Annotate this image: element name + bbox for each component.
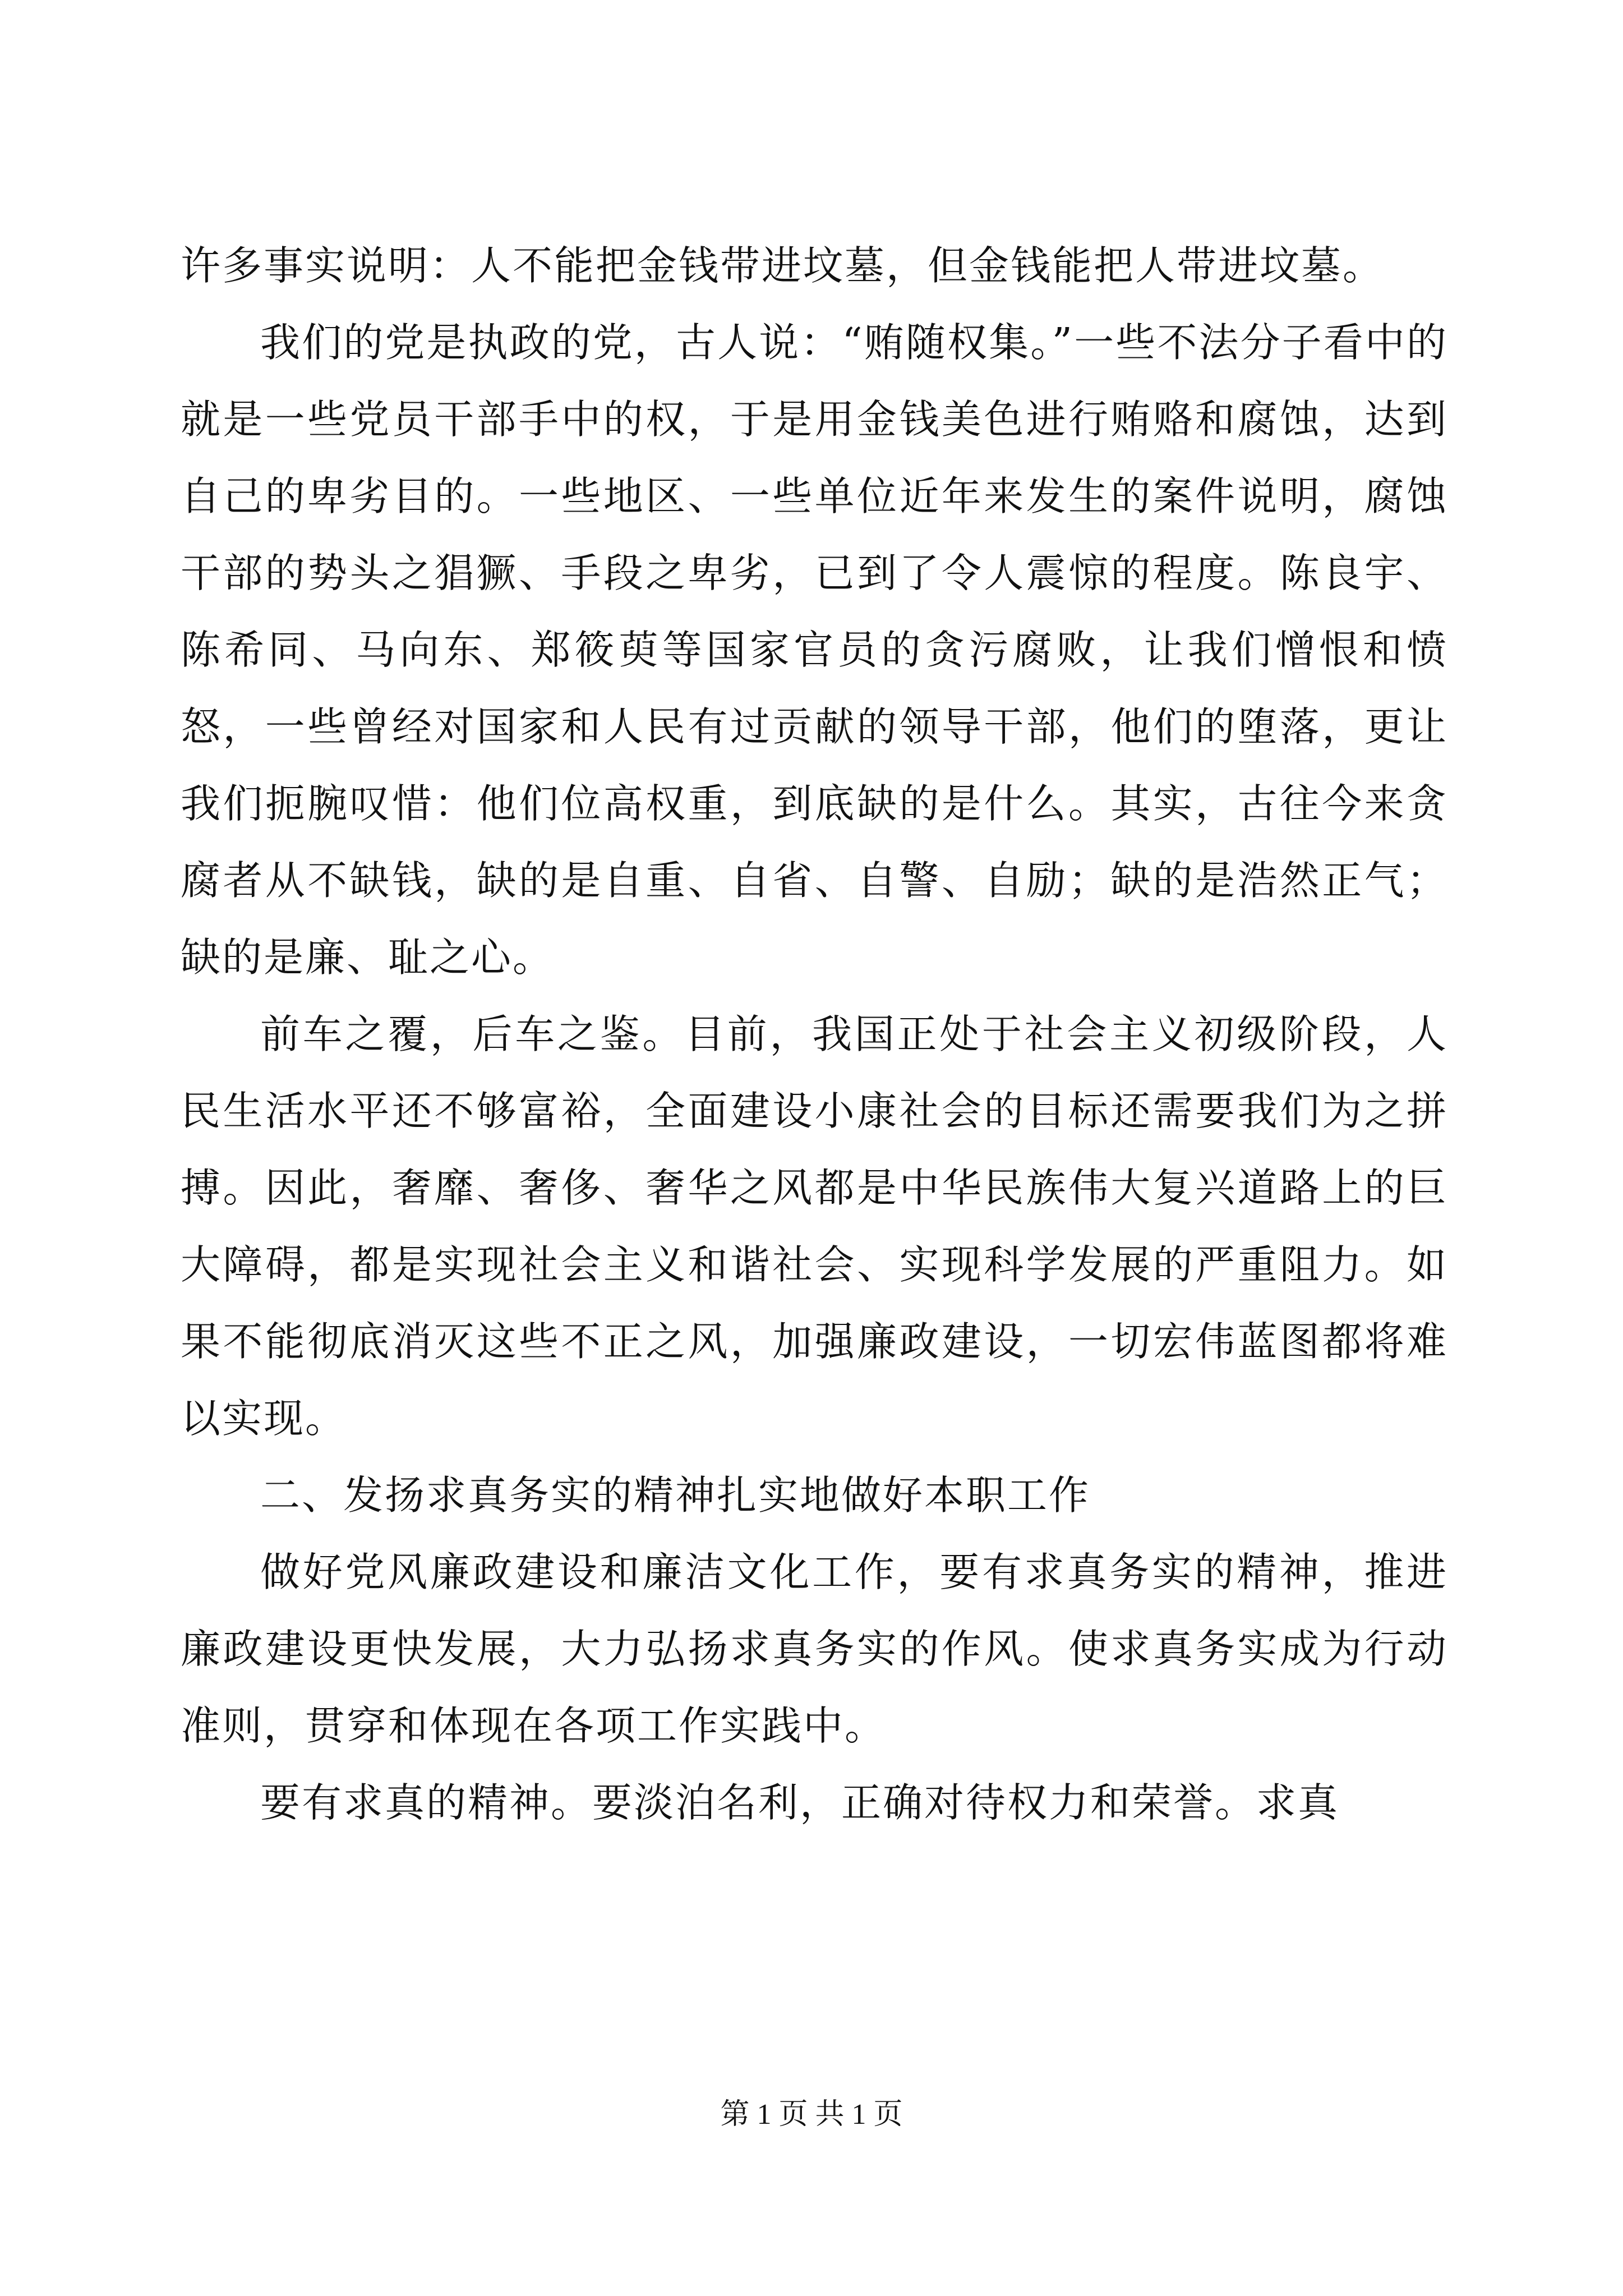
- paragraph-4: 做好党风廉政建设和廉洁文化工作，要有求真务实的精神，推进廉政建设更快发展，大力弘扬求真务实的作风。使求真务实成为行动准则，贯穿和体现在各项工作实践中。: [181, 1549, 1448, 1749]
- paragraph-3: 前车之覆，后车之鉴。目前，我国正处于社会主义初级阶段，人民生活水平还不够富裕，全面建设小康社会的目标还需要我们为之拼搏。因此，奢靡、奢侈、奢华之风都是中华民族伟大复兴道路上的巨大障碍，都是实现社会主义和谐社会、实现科学发展的严重阻力。如果不能彻底消灭这些不正之风，加强廉政建设，一切宏伟蓝图都将难以实现。: [181, 1011, 1448, 1442]
- page-footer: [0, 2095, 1623, 2134]
- page-number-label: 第 1 页 共 1 页: [720, 2099, 903, 2131]
- paragraph-1: 许多事实说明：人不能把金钱带进坟墓，但金钱能把人带进坟墓。: [181, 242, 1385, 289]
- document-body: [181, 227, 1448, 1841]
- paragraph-5: 要有求真的精神。要淡泊名利，正确对待权力和荣誉。求真: [260, 1779, 1340, 1826]
- section-heading: 二、发扬求真务实的精神扎实地做好本职工作: [260, 1472, 1091, 1519]
- paragraph-2: 我们的党是执政的党，古人说：“贿随权集。”一些不法分子看中的就是一些党员干部手中的权，于是用金钱美色进行贿赂和腐蚀，达到自己的卑劣目的。一些地区、一些单位近年来发生的案件说明，腐蚀干部的势头之猖獗、手段之卑劣，已到了令人震惊的程度。陈良宇、陈希同、马向东、郑筱萸等国家官员的贪污腐败，让我们憎恨和愤怒，一些曾经对国家和人民有过贡献的领导干部，他们的堕落，更让我们扼腕叹惜：他们位高权重，到底缺的是什么。其实，古往今来贪腐者从不缺钱，缺的是自重、自省、自警、自励；缺的是浩然正气；缺的是廉、耻之心。: [181, 319, 1448, 981]
